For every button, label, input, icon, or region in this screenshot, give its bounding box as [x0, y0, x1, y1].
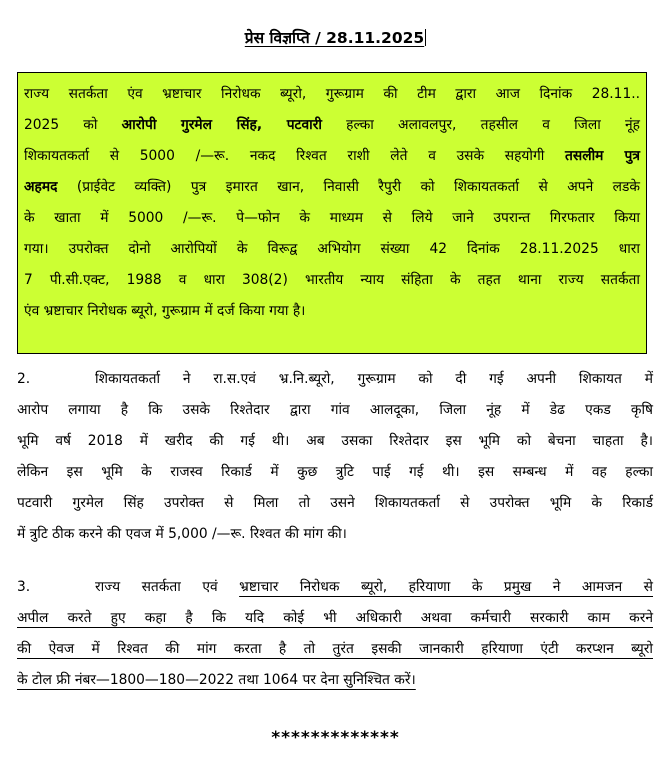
summary-text: (प्राईवेट व्यक्ति) पुत्र इमारत खान, निवासी रैपुरी को शिकायतकर्ता से अपने लडके — [57, 179, 640, 195]
summary-line: गया। उपरोक्त दोनो आरोपियों के विरूद्व अभियोग संख्या 42 दिनांक 28.11.2025 धारा — [24, 241, 640, 257]
para2-line: भूमि वर्ष 2018 में खरीद की गई थी। अब उसका रिश्तेदार इस भूमि को बेचना चाहता है। — [17, 433, 653, 449]
summary-line: एंव भ्रष्टाचार निरोधक ब्यूरो, गुरूग्राम में दर्ज किया गया है। — [24, 303, 306, 319]
end-marker: ************* — [271, 728, 400, 748]
para-number: 3. — [17, 579, 31, 595]
para3-line — [17, 572, 653, 603]
paragraph-3 — [17, 572, 653, 696]
associate-name: तसलीम पुत्र — [565, 148, 640, 164]
summary-line — [24, 141, 640, 172]
page-title — [0, 26, 671, 48]
para-number: 2. — [17, 371, 31, 387]
paragraph-2 — [17, 364, 653, 550]
para2-line: आरोप लगाया है कि उसके रिश्तेदार द्वारा गांव आलदूका, जिला नूंह में डेढ एकड कृषि — [17, 402, 653, 418]
para3-line: के टोल फ्री नंबर—1800—180—2022 तथा 1064 पर देना सुनिश्चित करें। — [17, 672, 416, 688]
para2-line: में त्रुटि ठीक करने की एवज में 5,000 /—रू. रिश्वत की मांग की। — [17, 526, 347, 542]
associate-name-cont: अहमद — [24, 179, 58, 195]
para2-line: पटवारी गुरमेल सिंह उपरोक्त से मिला तो उसने शिकायतकर्ता से उपरोक्त भूमि के रिकार्ड — [17, 495, 653, 511]
para3-text: राज्य सतर्कता एवं — [95, 579, 240, 595]
text-cursor — [425, 29, 426, 46]
para2-line — [17, 364, 653, 395]
summary-text: शिकायतकर्ता से 5000 /—रू. नकद रिश्वत राशी लेते व उसके सहयोगी — [24, 148, 566, 164]
para2-line: लेकिन इस भूमि के राजस्व रिकार्ड में कुछ त्रुटि पाई गई थी। इस सम्बन्ध में वह हल्का — [17, 464, 653, 480]
summary-text: हल्का अलावलपुर, तहसील व जिला नूंह — [321, 117, 640, 133]
para3-underlined-text: भ्रष्टाचार निरोधक ब्यूरो, हरियाणा के प्रमुख ने आमजन से — [239, 579, 654, 595]
highlighted-summary-box — [17, 72, 647, 354]
summary-line: राज्य सतर्कता एंव भ्रष्टाचार निरोधक ब्यूरो, गुरूग्राम की टीम द्वारा आज दिनांक 28.11.. — [24, 86, 640, 102]
press-release-heading: प्रेस विज्ञप्ति / 28.11.2025 — [244, 29, 425, 47]
accused-name: आरोपी गुरमेल सिंह, पटवारी — [121, 117, 322, 133]
summary-line: के खाता में 5000 /—रू. पे—फोन के माध्यम से लिये जाने उपरान्त गिरफतार किया — [24, 210, 640, 226]
summary-line: 7 पी.सी.एक्ट, 1988 व धारा 308(2) भारतीय न्याय संहिता के तहत थाना राज्य सतर्कता — [24, 272, 640, 288]
summary-text: 2025 को — [24, 117, 122, 133]
para2-text: शिकायतकर्ता ने रा.स.एवं भ्र.नि.ब्यूरो, गुरूग्राम को दी गई अपनी शिकायत में — [95, 371, 653, 387]
summary-line — [24, 110, 640, 141]
para3-line: अपील करते हुए कहा है कि यदि कोई भी अधिकारी अथवा कर्मचारी सरकारी काम करने — [17, 610, 653, 626]
para3-line: की ऐवज में रिश्वत की मांग करता है तो तुरंत इसकी जानकारी हरियाणा एंटी करप्शन ब्यूरो — [17, 641, 653, 657]
summary-line — [24, 172, 640, 203]
